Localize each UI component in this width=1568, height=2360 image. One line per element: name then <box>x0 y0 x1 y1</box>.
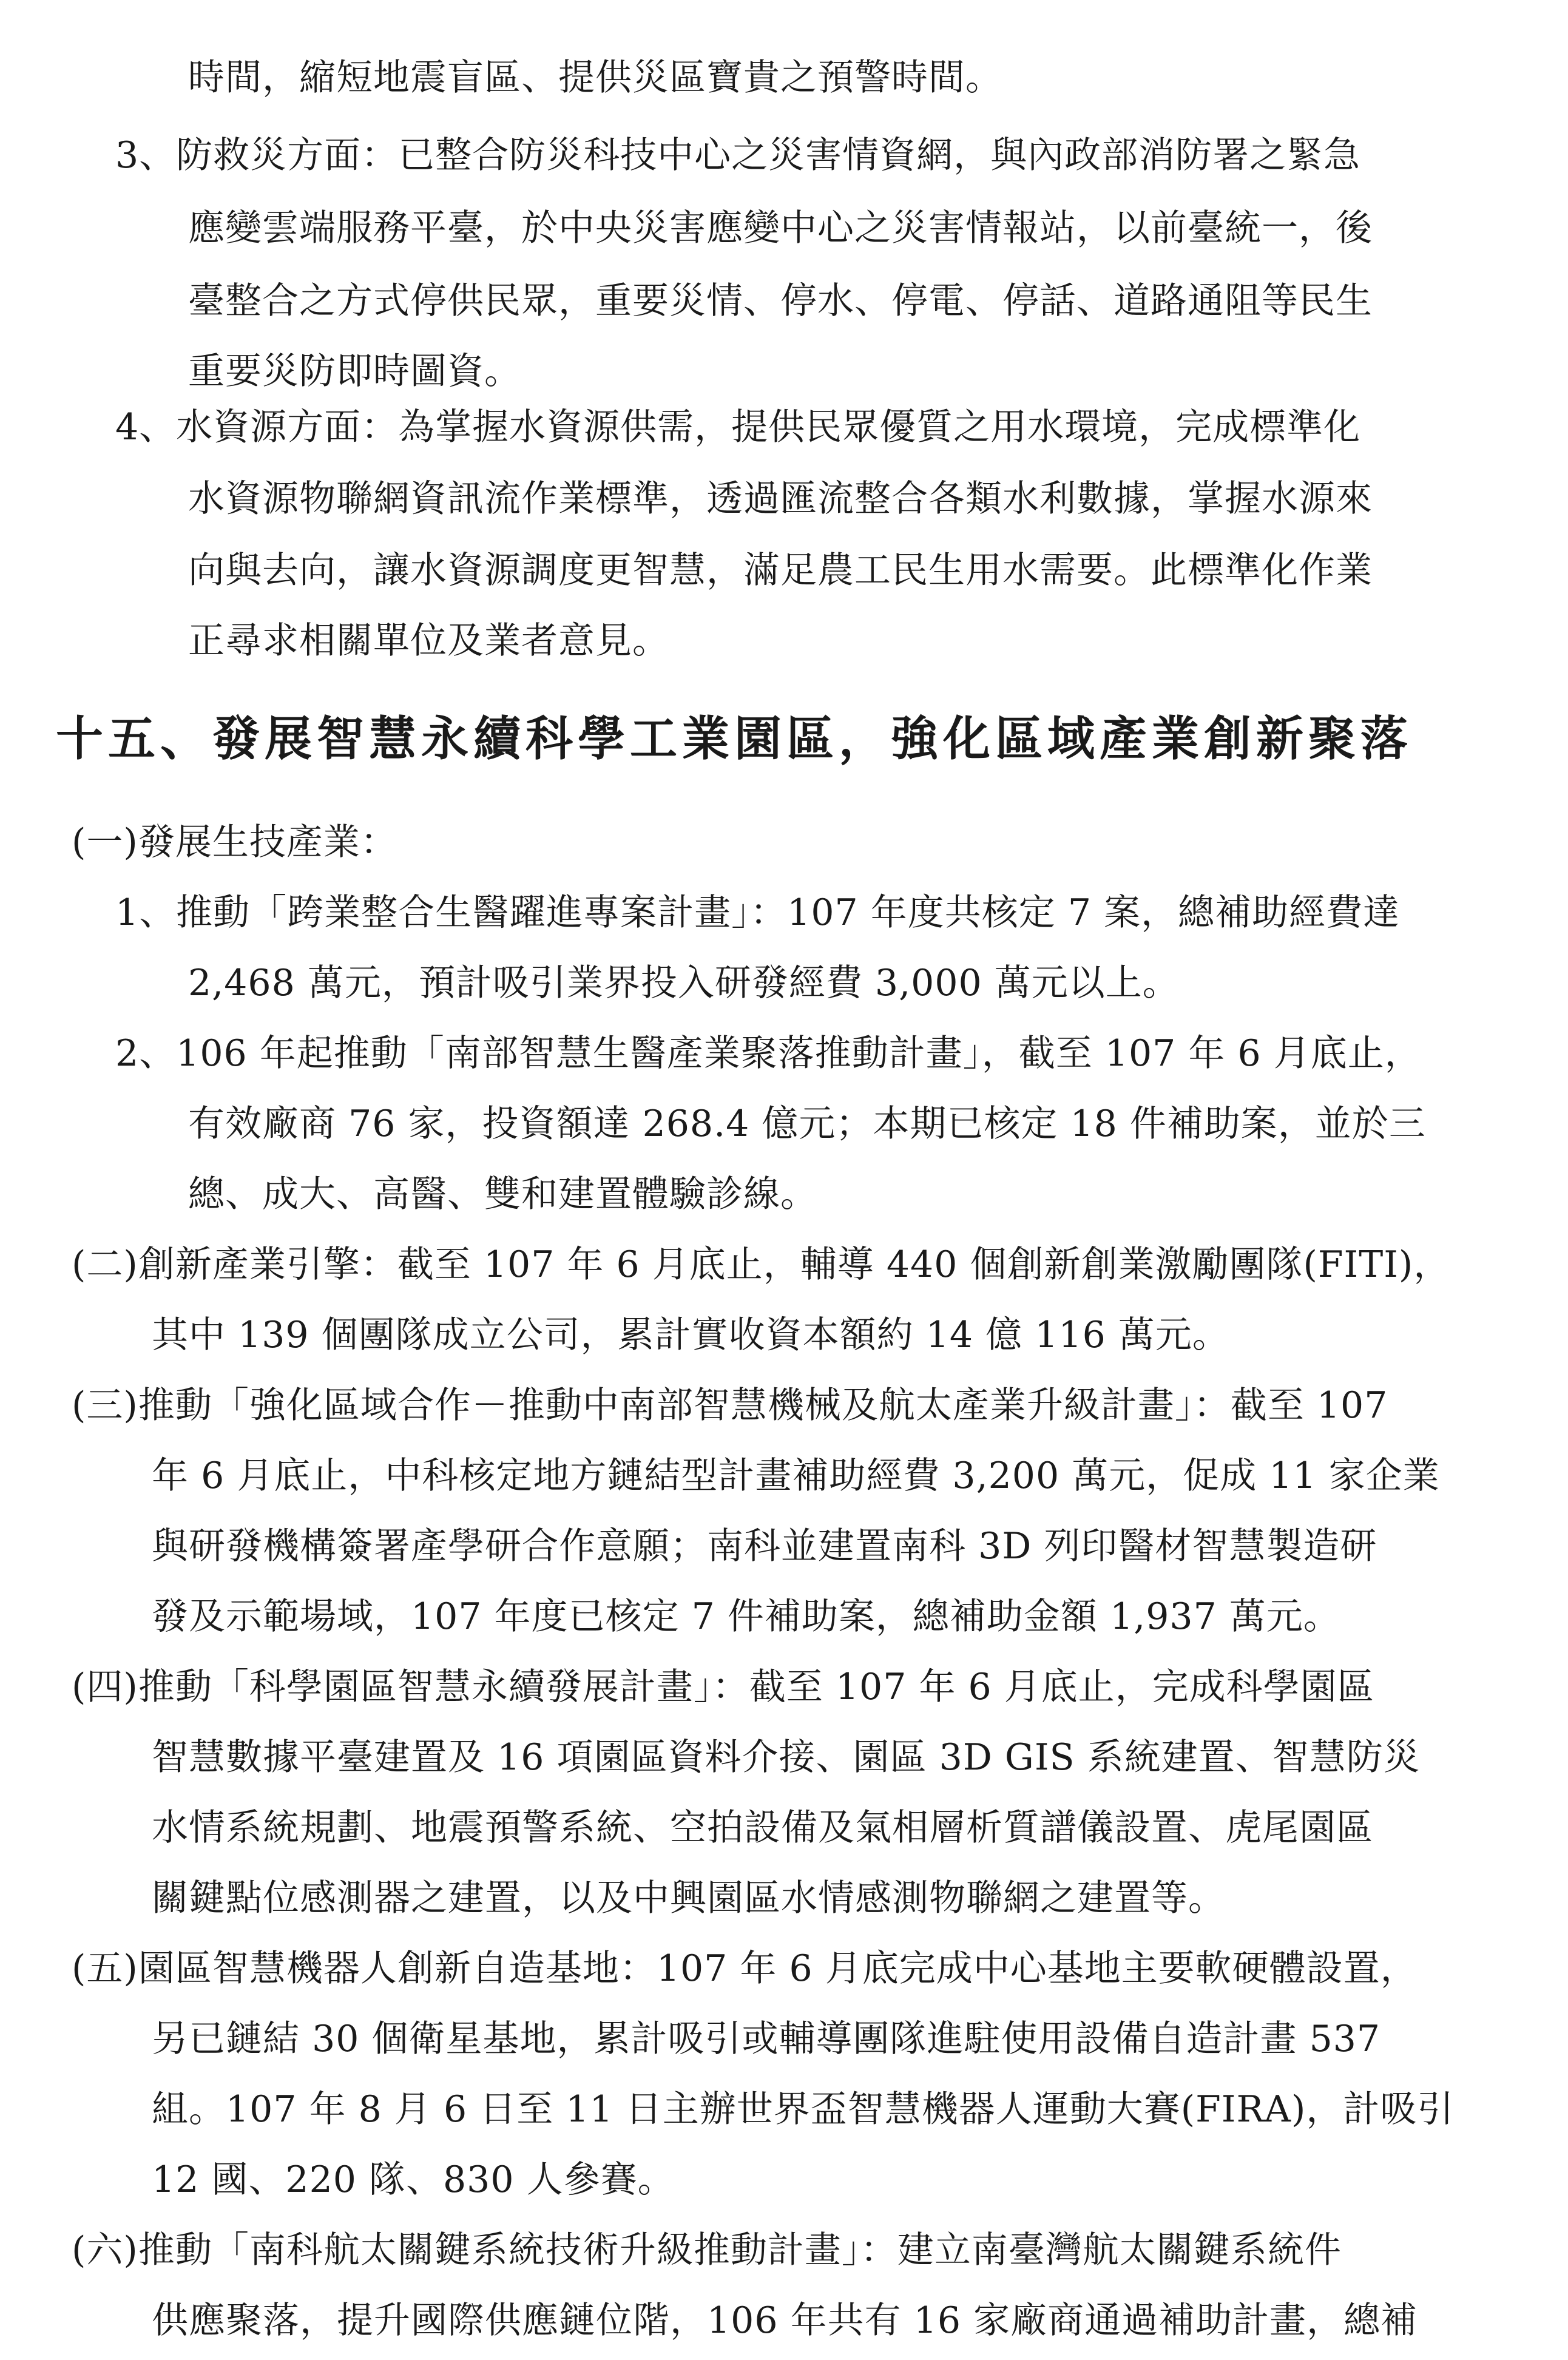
sub4-line-2: 智慧數據平臺建置及 16 項園區資料介接、園區 3D GIS 系統建置、智慧防災 <box>152 1736 1421 1779</box>
sub5-line-4: 12 國、220 隊、830 人參賽。 <box>152 2159 675 2201</box>
sub5-line-3: 組。107 年 8 月 6 日至 11 日主辦世界盃智慧機器人運動大賽(FIRA)，計吸引 <box>152 2088 1455 2131</box>
sub6-line-2: 供應聚落，提升國際供應鏈位階，106 年共有 16 家廠商通過補助計畫，總補 <box>152 2299 1418 2342</box>
item-3-line-1: 3、防救災方面：已整合防災科技中心之災害情資網，與內政部消防署之緊急 <box>115 134 1361 177</box>
item-3-line-3: 臺整合之方式停供民眾，重要災情、停水、停電、停話、道路通阻等民生 <box>188 280 1373 322</box>
item-3-line-2: 應變雲端服務平臺，於中央災害應變中心之災害情報站，以前臺統一，後 <box>188 207 1373 249</box>
sub1-item-2-line-1: 2、106 年起推動「南部智慧生醫產業聚落推動計畫」，截至 107 年 6 月底止， <box>115 1032 1422 1075</box>
sub4-line-4: 關鍵點位感測器之建置，以及中興園區水情感測物聯網之建置等。 <box>152 1877 1225 1919</box>
item-4-line-3: 向與去向，讓水資源調度更智慧，滿足農工民生用水需要。此標準化作業 <box>188 549 1373 592</box>
sub1-item-2-line-3: 總、成大、高醫、雙和建置體驗診線。 <box>188 1173 817 1216</box>
sub3-line-4: 發及示範場域，107 年度已核定 7 件補助案，總補助金額 1,937 萬元。 <box>152 1595 1340 1638</box>
sub3-line-2: 年 6 月底止，中科核定地方鏈結型計畫補助經費 3,200 萬元，促成 11 家企業 <box>152 1455 1440 1497</box>
continuation-line: 時間，縮短地震盲區、提供災區寶貴之預警時間。 <box>188 56 1002 99</box>
sub1-item-1-line-2: 2,468 萬元，預計吸引業界投入研發經費 3,000 萬元以上。 <box>188 962 1180 1004</box>
sub1-item-2-line-2: 有效廠商 76 家，投資額達 268.4 億元；本期已核定 18 件補助案，並於三 <box>188 1103 1426 1145</box>
sub4-line-3: 水情系統規劃、地震預警系統、空拍設備及氣相層析質譜儀設置、虎尾園區 <box>152 1807 1373 1849</box>
item-4-line-4: 正尋求相關單位及業者意見。 <box>188 620 669 662</box>
item-4-line-1: 4、水資源方面：為掌握水資源供需，提供民眾優質之用水環境，完成標準化 <box>115 406 1361 448</box>
sub5-line-1: (五)園區智慧機器人創新自造基地：107 年 6 月底完成中心基地主要軟硬體設置， <box>72 1947 1418 1990</box>
sub6-line-1: (六)推動「南科航太關鍵系統技術升級推動計畫」：建立南臺灣航太關鍵系統件 <box>72 2229 1342 2271</box>
sub3-line-1: (三)推動「強化區域合作－推動中南部智慧機械及航太產業升級計畫」：截至 107 <box>72 1384 1388 1427</box>
sub2-line-2: 其中 139 個團隊成立公司，累計實收資本額約 14 億 116 萬元。 <box>152 1314 1229 1356</box>
sub1-item-1-line-1: 1、推動「跨業整合生醫躍進專案計畫」：107 年度共核定 7 案，總補助經費達 <box>115 891 1401 934</box>
sub4-line-1: (四)推動「科學園區智慧永續發展計畫」：截至 107 年 6 月底止，完成科學園區 <box>72 1666 1374 1708</box>
section-heading: 十五、發展智慧永續科學工業園區，強化區域產業創新聚落 <box>56 711 1413 766</box>
sub3-line-3: 與研發機構簽署產學研合作意願；南科並建置南科 3D 列印醫材智慧製造研 <box>152 1525 1377 1567</box>
item-4-line-2: 水資源物聯網資訊流作業標準，透過匯流整合各類水利數據，掌握水源來 <box>188 478 1373 520</box>
item-3-line-4: 重要災防即時圖資。 <box>188 350 521 393</box>
sub1-title: (一)發展生技產業： <box>72 821 397 864</box>
sub2-line-1: (二)創新產業引擎：截至 107 年 6 月底止，輔導 440 個創新創業激勵團隊(FITI)， <box>72 1243 1451 1286</box>
sub5-line-2: 另已鏈結 30 個衛星基地，累計吸引或輔導團隊進駐使用設備自造計畫 537 <box>152 2018 1381 2060</box>
